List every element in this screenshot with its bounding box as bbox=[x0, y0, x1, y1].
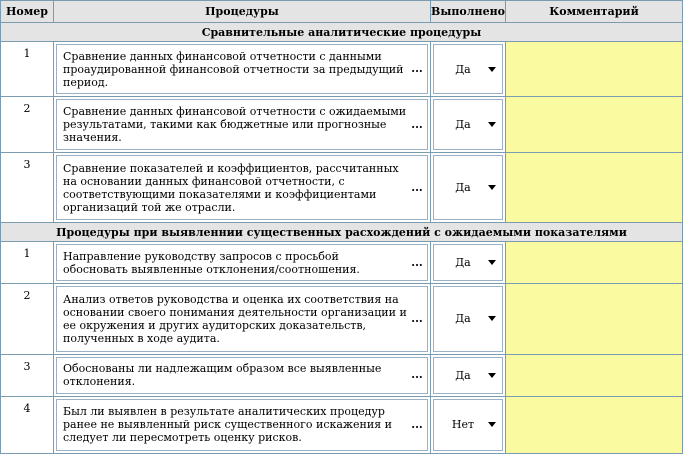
section-row bbox=[1, 23, 683, 42]
ellipsis-icon[interactable]: ... bbox=[411, 62, 423, 76]
table-row bbox=[1, 396, 683, 453]
procedure-text: Анализ ответов руководства и оценка их соответствия на основании своего понимания деятельности организации и ее окружения и других аудиторских доказательств, полученных в ходе аудита. bbox=[63, 292, 407, 345]
done-value: Да bbox=[455, 118, 471, 132]
header-procedures: Процедуры bbox=[54, 1, 431, 23]
procedure-field[interactable] bbox=[56, 99, 428, 150]
comment-cell[interactable] bbox=[506, 283, 683, 354]
procedure-cell bbox=[54, 153, 431, 223]
procedure-text: Обоснованы ли надлежащим образом все выявленные отклонения. bbox=[63, 362, 382, 389]
section-row bbox=[1, 223, 683, 242]
done-cell bbox=[431, 283, 506, 354]
procedure-text: Сравнение данных финансовой отчетности с ожидаемыми результатами, такими как бюджетные или прогнозные значения. bbox=[63, 105, 407, 145]
procedure-cell bbox=[54, 42, 431, 97]
done-cell bbox=[431, 153, 506, 223]
ellipsis-icon[interactable]: ... bbox=[411, 311, 423, 325]
chevron-down-icon[interactable] bbox=[488, 122, 496, 127]
header-done: Выполнено bbox=[431, 1, 506, 23]
done-value: Да bbox=[455, 181, 471, 195]
comment-cell[interactable] bbox=[506, 242, 683, 283]
header-num: Номер bbox=[1, 1, 54, 23]
section-title: Процедуры при выявленнии существенных расхождений с ожидаемыми показателями bbox=[1, 223, 683, 242]
done-dropdown[interactable] bbox=[433, 44, 503, 94]
table-row bbox=[1, 242, 683, 283]
ellipsis-icon[interactable]: ... bbox=[411, 368, 423, 382]
procedure-field[interactable] bbox=[56, 155, 428, 220]
done-value: Да bbox=[455, 368, 471, 382]
done-cell bbox=[431, 354, 506, 396]
done-dropdown[interactable] bbox=[433, 286, 503, 352]
row-number: 2 bbox=[1, 97, 54, 153]
table-row bbox=[1, 42, 683, 97]
row-number: 3 bbox=[1, 153, 54, 223]
procedure-cell bbox=[54, 354, 431, 396]
header-comment: Комментарий bbox=[506, 1, 683, 23]
done-dropdown[interactable] bbox=[433, 99, 503, 150]
row-number: 4 bbox=[1, 396, 54, 453]
comment-cell[interactable] bbox=[506, 42, 683, 97]
table-row bbox=[1, 354, 683, 396]
procedure-cell bbox=[54, 283, 431, 354]
done-cell bbox=[431, 97, 506, 153]
procedure-field[interactable] bbox=[56, 44, 428, 94]
procedure-text: Сравнение данных финансовой отчетности с данными проаудированной финансовой отчетности за предыдущий период. bbox=[63, 49, 404, 89]
chevron-down-icon[interactable] bbox=[488, 260, 496, 265]
procedure-field[interactable] bbox=[56, 357, 428, 394]
chevron-down-icon[interactable] bbox=[488, 67, 496, 72]
procedure-text: Сравнение показателей и коэффициентов, рассчитанных на основании данных финансовой отчетности, с соответствующими показателями и коэффициентами организаций той же отрасли. bbox=[63, 161, 399, 214]
ellipsis-icon[interactable]: ... bbox=[411, 117, 423, 131]
done-cell bbox=[431, 42, 506, 97]
done-value: Да bbox=[455, 256, 471, 269]
chevron-down-icon[interactable] bbox=[488, 422, 496, 427]
section-title: Сравнительные аналитические процедуры bbox=[1, 23, 683, 42]
done-dropdown[interactable] bbox=[433, 155, 503, 220]
ellipsis-icon[interactable]: ... bbox=[411, 180, 423, 194]
chevron-down-icon[interactable] bbox=[488, 316, 496, 321]
done-cell bbox=[431, 396, 506, 453]
procedure-cell bbox=[54, 242, 431, 283]
done-value: Да bbox=[455, 62, 471, 76]
comment-cell[interactable] bbox=[506, 396, 683, 453]
row-number: 3 bbox=[1, 354, 54, 396]
procedure-field[interactable] bbox=[56, 399, 428, 451]
done-value: Нет bbox=[451, 418, 475, 432]
header-row bbox=[1, 1, 683, 23]
done-dropdown[interactable] bbox=[433, 244, 503, 280]
procedure-field[interactable] bbox=[56, 286, 428, 352]
chevron-down-icon[interactable] bbox=[488, 373, 496, 378]
procedure-cell bbox=[54, 97, 431, 153]
done-dropdown[interactable] bbox=[433, 399, 503, 451]
table-row bbox=[1, 283, 683, 354]
done-cell bbox=[431, 242, 506, 283]
comment-cell[interactable] bbox=[506, 354, 683, 396]
comment-cell[interactable] bbox=[506, 153, 683, 223]
chevron-down-icon[interactable] bbox=[488, 185, 496, 190]
ellipsis-icon[interactable]: ... bbox=[411, 417, 423, 431]
procedure-field[interactable] bbox=[56, 244, 428, 280]
table-row bbox=[1, 97, 683, 153]
table-row bbox=[1, 153, 683, 223]
comment-cell[interactable] bbox=[506, 97, 683, 153]
row-number: 1 bbox=[1, 242, 54, 283]
ellipsis-icon[interactable]: ... bbox=[411, 255, 423, 269]
procedure-cell bbox=[54, 396, 431, 453]
row-number: 2 bbox=[1, 283, 54, 354]
procedure-text: Был ли выявлен в результате аналитических процедур ранее не выявленный риск существенного искажения и следует ли пересмотреть оценку рисков. bbox=[63, 405, 392, 445]
row-number: 1 bbox=[1, 42, 54, 97]
done-value: Да bbox=[455, 312, 471, 326]
done-dropdown[interactable] bbox=[433, 357, 503, 394]
procedure-text: Направление руководству запросов с просьбой обосновать выявленные отклонения/соотношения. bbox=[63, 249, 360, 276]
